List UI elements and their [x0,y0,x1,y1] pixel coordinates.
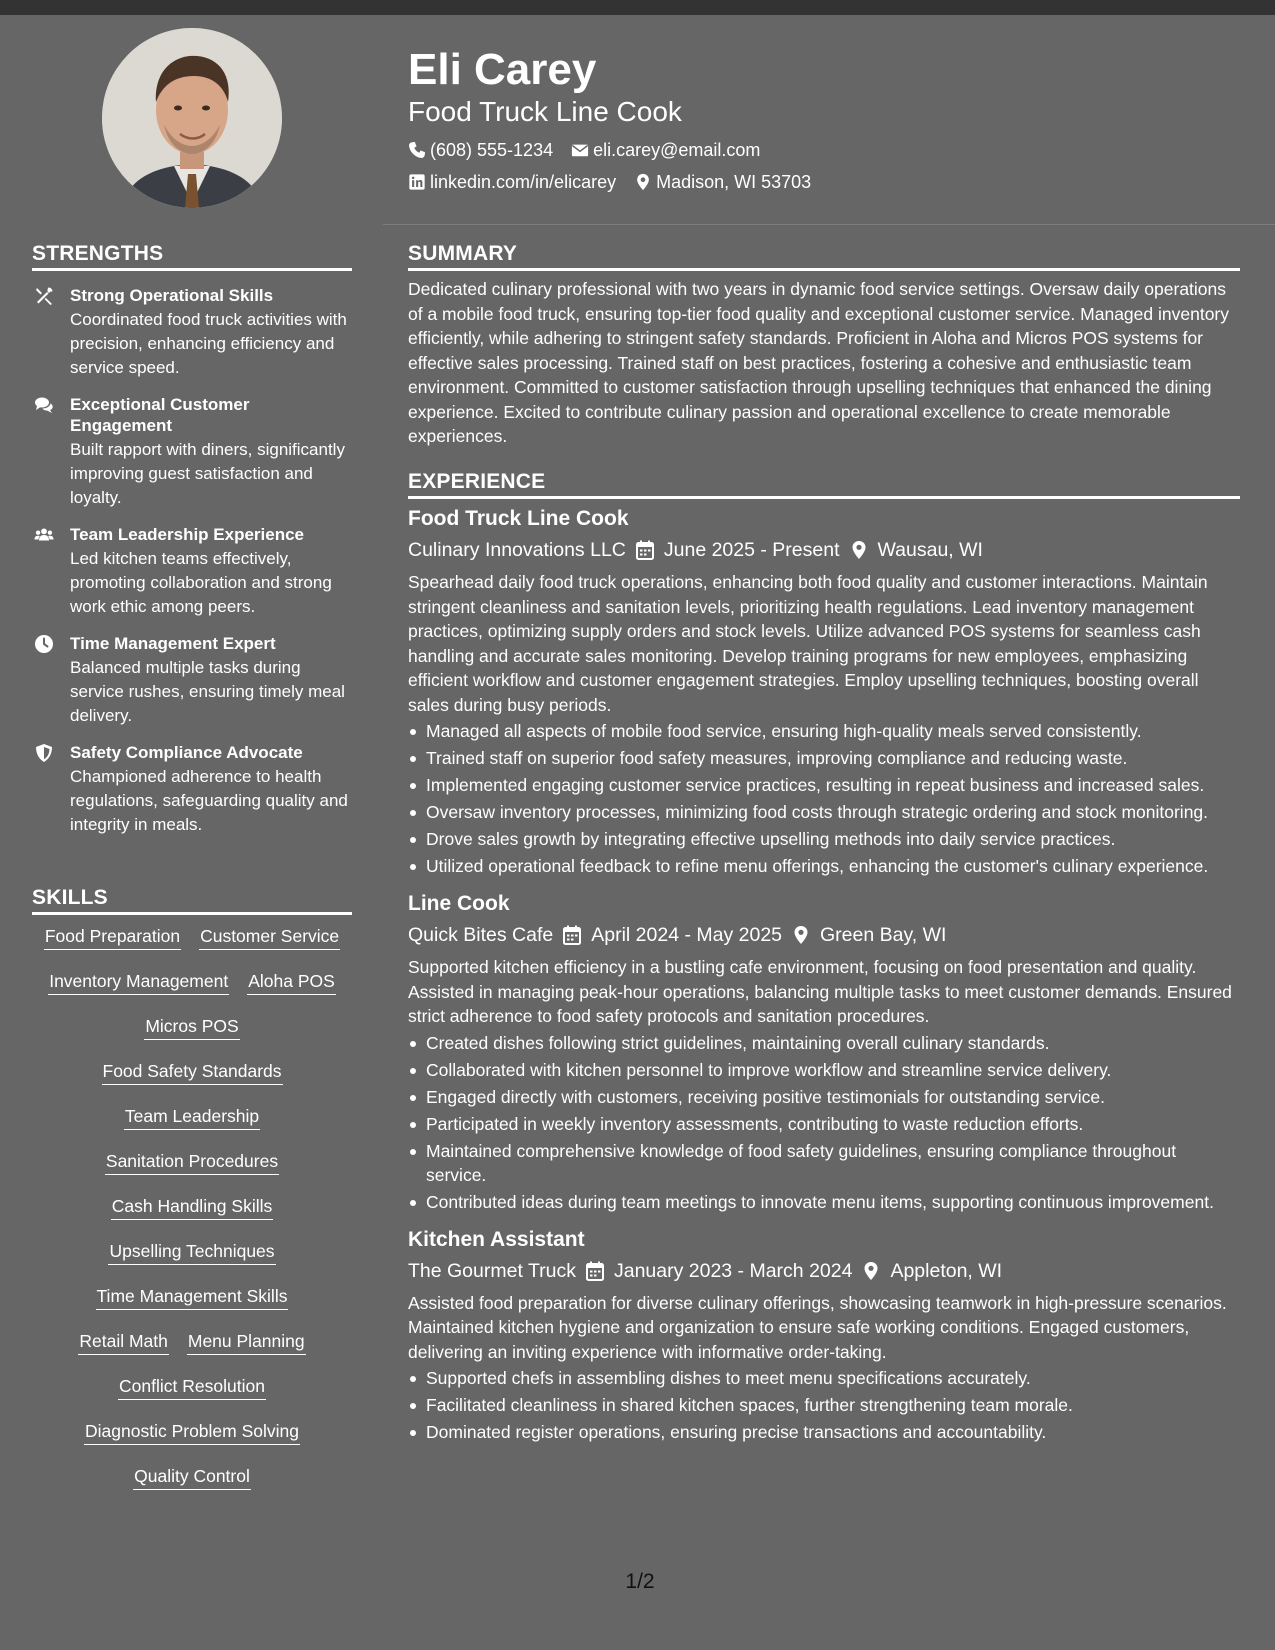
skill-tag: Team Leadership [124,1105,260,1130]
job-role: Line Cook [408,892,510,915]
page-number: 1/2 [625,1570,655,1593]
bullet-item: Contributed ideas during team meetings to innovate menu items, supporting continuous improvement. [408,1190,1240,1214]
bullet-item: Maintained comprehensive knowledge of food safety guidelines, ensuring compliance throughout service. [408,1139,1240,1187]
strength-title: Strong Operational Skills [70,286,274,305]
skill-tag: Sanitation Procedures [105,1150,279,1175]
strength-title: Time Management Expert [70,634,276,653]
job-role: Food Truck Line Cook [408,507,629,530]
linkedin-icon [408,173,426,191]
candidate-name: Eli Carey [408,45,597,94]
job-description: Supported kitchen efficiency in a bustling cafe environment, focusing on food presentation and quality. Assisted in managing peak-hour operations, balancing multiple tasks to meet customer demands. Ensured strict adherence to food safety protocols and sanitation procedures. [408,957,1232,1026]
map-pin-icon [862,1261,880,1281]
strength-item [32,524,352,619]
job-entry [408,505,1240,878]
job-dates: June 2025 - Present [663,539,840,561]
job-bullets [408,719,1240,878]
company-name: Culinary Innovations LLC [408,539,626,561]
company-name: The Gourmet Truck [408,1259,576,1282]
phone-icon [408,141,426,159]
skills-list [32,925,352,1510]
job-description: Spearhead daily food truck operations, enhancing both food quality and customer interactions. Maintain stringent cleanliness and sanitation levels, prioritizing health regulations. Lead inventory management practices, optimizing supply orders and stock levels. Utilize advanced POS systems for seamless cash handling and accurate sales monitoring. Develop training programs for new employees, emphasizing efficient workflow and customer engagement strategies. Employ upselling techniques, boosting overall sales during busy periods. [408,572,1208,715]
job-meta [408,1257,1240,1285]
top-bar [0,0,1275,15]
linkedin-link[interactable]: linkedin.com/in/elicarey [430,172,617,192]
strength-title: Safety Compliance Advocate [70,743,303,762]
bullet-item: Dominated register operations, ensuring precise transactions and accountability. [408,1420,1240,1444]
strength-desc: Championed adherence to health regulations, safeguarding quality and integrity in meals. [70,767,348,834]
skill-tag: Aloha POS [247,970,336,995]
strength-title: Team Leadership Experience [70,525,305,544]
bullet-item: Participated in weekly inventory assessments, contributing to waste reduction efforts. [408,1112,1240,1136]
strengths-heading: STRENGTHS [32,242,352,271]
strength-desc: Coordinated food truck activities with precision, enhancing efficiency and service speed. [70,310,347,377]
strength-desc: Led kitchen teams effectively, promoting collaboration and strong work ethic among peers. [70,549,332,616]
tools-icon [32,285,70,380]
job-entry [408,890,1240,1214]
skills-heading: SKILLS [32,886,352,915]
header-divider [383,224,1275,225]
bullet-item: Collaborated with kitchen personnel to improve workflow and streamline service delivery. [408,1058,1240,1082]
job-location: Appleton, WI [890,1259,1003,1282]
skill-tag: Customer Service [199,925,340,950]
job-description: Assisted food preparation for diverse culinary offerings, showcasing teamwork in high-pressure scenarios. Maintained kitchen hygiene and organization to ensure safe working conditions. Engaged customers, delivering an inviting experience with informative order-taking. [408,1292,1227,1362]
job-bullets [408,1031,1240,1214]
users-icon [32,524,70,619]
skill-tag: Food Preparation [44,925,181,950]
strength-desc: Built rapport with diners, significantly improving guest satisfaction and loyalty. [70,440,345,507]
map-pin-icon [792,925,810,945]
bullet-item: Drove sales growth by integrating effective upselling methods into daily service practices. [408,827,1240,851]
email-link[interactable]: eli.carey@email.com [593,140,761,160]
chat-icon [32,394,70,510]
bullet-item: Managed all aspects of mobile food service, ensuring high-quality meals served consistently. [408,719,1240,743]
bullet-item: Facilitated cleanliness in shared kitchen spaces, further strengthening team morale. [408,1393,1240,1417]
bullet-item: Trained staff on superior food safety measures, improving compliance and reducing waste. [408,746,1240,770]
job-meta [408,536,1240,564]
map-pin-icon [634,173,652,191]
job-bullets [408,1366,1240,1444]
experience-section [408,470,1240,1447]
skill-tag: Inventory Management [48,970,229,995]
skill-tag: Cash Handling Skills [111,1195,274,1220]
calendar-icon [636,540,654,560]
job-meta [408,921,1240,949]
candidate-title: Food Truck Line Cook [408,96,682,127]
clock-icon [32,633,70,728]
summary-heading: SUMMARY [408,242,1240,271]
skill-tag: Food Safety Standards [102,1060,283,1085]
bullet-item: Engaged directly with customers, receiving positive testimonials for outstanding service. [408,1085,1240,1109]
job-dates: April 2024 - May 2025 [591,924,783,946]
bullet-item: Implemented engaging customer service practices, resulting in repeat business and increased sales. [408,773,1240,797]
envelope-icon [571,141,589,159]
strengths-section [32,242,352,837]
strength-item [32,285,352,380]
calendar-icon [586,1261,604,1281]
strength-desc: Balanced multiple tasks during service rushes, ensuring timely meal delivery. [70,658,345,725]
skill-tag: Retail Math [78,1330,169,1355]
skill-tag: Micros POS [144,1015,239,1040]
contact-info [408,134,811,198]
job-dates: January 2023 - March 2024 [613,1259,853,1282]
strength-title: Exceptional Customer Engagement [70,395,250,435]
bullet-item: Oversaw inventory processes, minimizing food costs through strategic ordering and stock monitoring. [408,800,1240,824]
calendar-icon [563,925,581,945]
skill-tag: Time Management Skills [96,1285,289,1310]
job-location: Green Bay, WI [820,924,947,946]
skill-tag: Diagnostic Problem Solving [84,1420,300,1445]
location-text: Madison, WI 53703 [656,172,812,192]
phone-link[interactable]: (608) 555-1234 [430,140,554,160]
bullet-item: Created dishes following strict guidelines, maintaining overall culinary standards. [408,1031,1240,1055]
experience-heading: EXPERIENCE [408,470,1240,499]
strength-item [32,394,352,510]
strength-item [32,633,352,728]
skill-tag: Quality Control [133,1465,251,1490]
job-location: Wausau, WI [877,539,983,561]
shield-icon [32,742,70,837]
profile-photo [102,28,282,208]
summary-text: Dedicated culinary professional with two years in dynamic food service settings. Oversaw daily operations of a mobile food truck, ensuring top-tier food quality and exceptional customer service. Managed inventory efficiently, while adhering to stringent safety standards. Proficient in Aloha and Micros POS systems for effective sales processing. Trained staff on best practices, fostering a cohesive and enthusiastic team environment. Committed to customer satisfaction through upselling techniques that enhanced the dining experience. Excited to contribute culinary passion and operational excellence to create memorable experiences. [408,279,1230,446]
skill-tag: Menu Planning [187,1330,306,1355]
skill-tag: Conflict Resolution [118,1375,266,1400]
bullet-item: Supported chefs in assembling dishes to meet menu specifications accurately. [408,1366,1240,1390]
summary-section [408,242,1240,449]
job-entry [408,1226,1240,1445]
map-pin-icon [850,540,868,560]
skill-tag: Upselling Techniques [108,1240,275,1265]
company-name: Quick Bites Cafe [408,924,554,946]
job-role: Kitchen Assistant [408,1227,585,1251]
bullet-item: Utilized operational feedback to refine menu offerings, enhancing the customer's culinary experience. [408,854,1240,878]
strength-item [32,742,352,837]
skills-section [32,886,352,1510]
